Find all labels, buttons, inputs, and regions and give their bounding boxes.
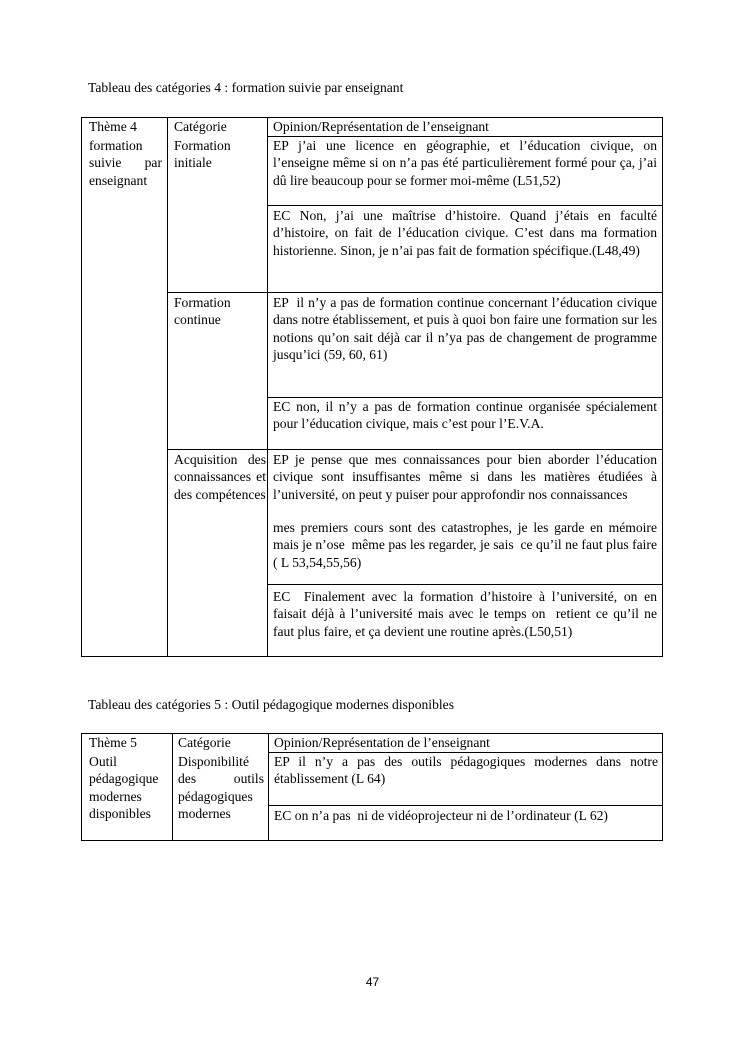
table5-opinion-2: EC on n’a pas ni de vidéoprojecteur ni de l’ordinateur (L 62): [274, 808, 608, 823]
table5-row-split: [268, 805, 662, 806]
table5-category-value: Disponibilité des outils pédagogiques modernes: [178, 754, 264, 822]
table4-row2-opinion-1: EP il n’y a pas de formation continue concernant l’éducation civique dans notre établissement, et puis à quoi bon faire une formation sur les notions qu’on sait déjà car il n’ya pas de changement de programme jusqu’ici (59, 60, 61): [273, 295, 661, 363]
table4-row2-divider: [167, 449, 662, 450]
table4-theme-value: formation suivie par enseignant: [89, 138, 162, 188]
table4-row3-opinion-1: EP je pense que mes connaissances pour bien aborder l’éducation civique sont insuffisantes même si dans les matières étudiées à l’université, on peut y puiser pour approfondir nos connaissances: [273, 452, 664, 502]
table5-theme-value: Outil pédagogique modernes disponibles: [89, 754, 159, 822]
table4-col-divider-2: [267, 118, 268, 656]
table4-row1-divider: [167, 292, 662, 293]
table4-row3-opinion-2: EC Finalement avec la formation d’histoire à l’université, on en faisait déjà à l’université mais avec le temps on retient ce qu’il ne faut plus faire, et ça devient une routine après.(L50,51): [273, 589, 664, 639]
table4-header-category: Catégorie: [174, 119, 227, 134]
table4-row1-split: [267, 205, 662, 206]
table5-caption: Tableau des catégories 5 : Outil pédagogique modernes disponibles: [88, 697, 454, 712]
table4-col-divider-1: [167, 118, 168, 656]
table5-col-divider-1: [172, 734, 173, 840]
page-number: 47: [365, 975, 380, 989]
table4-row3-split: [267, 584, 662, 585]
table5-header-category: Catégorie: [178, 735, 231, 750]
table5-col-divider-2: [268, 734, 269, 840]
table4-row2-opinion-2: EC non, il n’y a pas de formation continue organisée spécialement pour l’éducation civique, mais c’est pour l’E.V.A.: [273, 399, 657, 432]
table4-header-opinion: Opinion/Représentation de l’enseignant: [273, 119, 489, 134]
table4-header-theme: Thème 4: [89, 119, 137, 134]
table4-row1-opinion-2: EC Non, j’ai une maîtrise d’histoire. Quand j’étais en faculté d’histoire, on fait de l’éducation civique. C’est dans ma formation historienne. Sinon, je n’ai pas fait de formation spécifique.(L48,49): [273, 208, 657, 258]
table5-opinion-1: EP il n’y a pas des outils pédagogiques modernes dans notre établissement (L 64): [274, 754, 658, 787]
table4-row3-opinion-1b: mes premiers cours sont des catastrophes, je les garde en mémoire mais je n’ose même pas les regarder, je sais ce qu’il ne faut plus faire ( L 53,54,55,56): [273, 520, 661, 570]
table5-header-opinion: Opinion/Représentation de l’enseignant: [274, 735, 490, 750]
table4-row1-category: Formation initiale: [174, 138, 231, 171]
table4-caption: Tableau des catégories 4 : formation suivie par enseignant: [88, 80, 404, 95]
table4-row3-category: Acquisition des connaissances et des compétences: [174, 452, 266, 502]
table5: [81, 733, 663, 841]
table4-row2-category: Formation continue: [174, 295, 231, 328]
table4-row1-opinion-1: EP j’ai une licence en géographie, et l’éducation civique, on l’enseigne même si on n’a pas été particulièrement formé pour ça, j’ai dû lire beaucoup pour se former moi-même (L51,52): [273, 138, 657, 188]
table5-header-theme: Thème 5: [89, 735, 137, 750]
table4: [81, 117, 663, 657]
